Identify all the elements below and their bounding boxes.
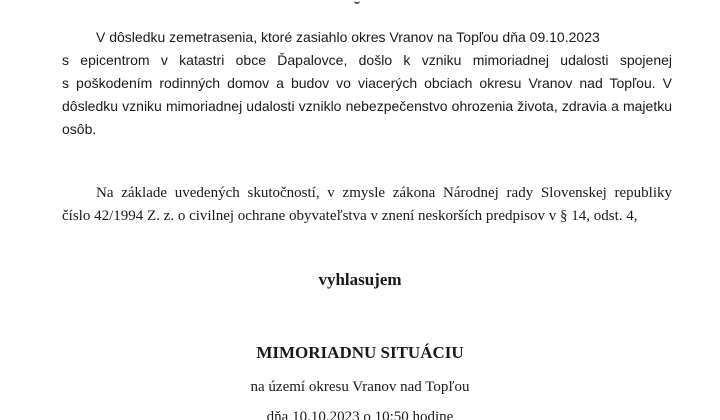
territory-line: na území okresu Vranov nad Topľou xyxy=(250,379,470,395)
emergency-heading: MIMORIADNU SITUÁCIU xyxy=(256,343,464,362)
paragraph-line: s epicentrom v katastri obce Ďapalovce, došlo k vzniku mimoriadnej udalosti spojenej xyxy=(62,52,672,68)
paragraph-line: osôb. xyxy=(62,121,97,137)
paragraph-line-text: V dôsledku zemetrasenia, ktoré zasiahlo okres Vranov na Topľou dňa 09.10.2023 xyxy=(96,29,600,45)
date-line: dňa 10.10.2023 o 10:50 hodine xyxy=(266,409,454,420)
paragraph-line: Na základe uvedených skutočností, v zmysle zákona Národnej rady Slovenskej republiky xyxy=(96,185,672,201)
top-cut-mark xyxy=(340,0,380,3)
declaration-word: vyhlasujem xyxy=(318,270,402,289)
paragraph-line: s poškodením rodinných domov a budov vo viacerých obciach okresu Vranov nad Topľou. V xyxy=(62,75,672,91)
paragraph-line: dôsledku vzniku mimoriadnej udalosti vzniklo nebezpečenstvo ohrozenia života, zdravia a majetku xyxy=(62,98,672,114)
paragraph-line xyxy=(96,28,671,46)
paragraph-line: číslo 42/1994 Z. z. o civilnej ochrane obyvateľstva v znení neskorších predpisov v § 14, odst. 4, xyxy=(62,208,638,224)
